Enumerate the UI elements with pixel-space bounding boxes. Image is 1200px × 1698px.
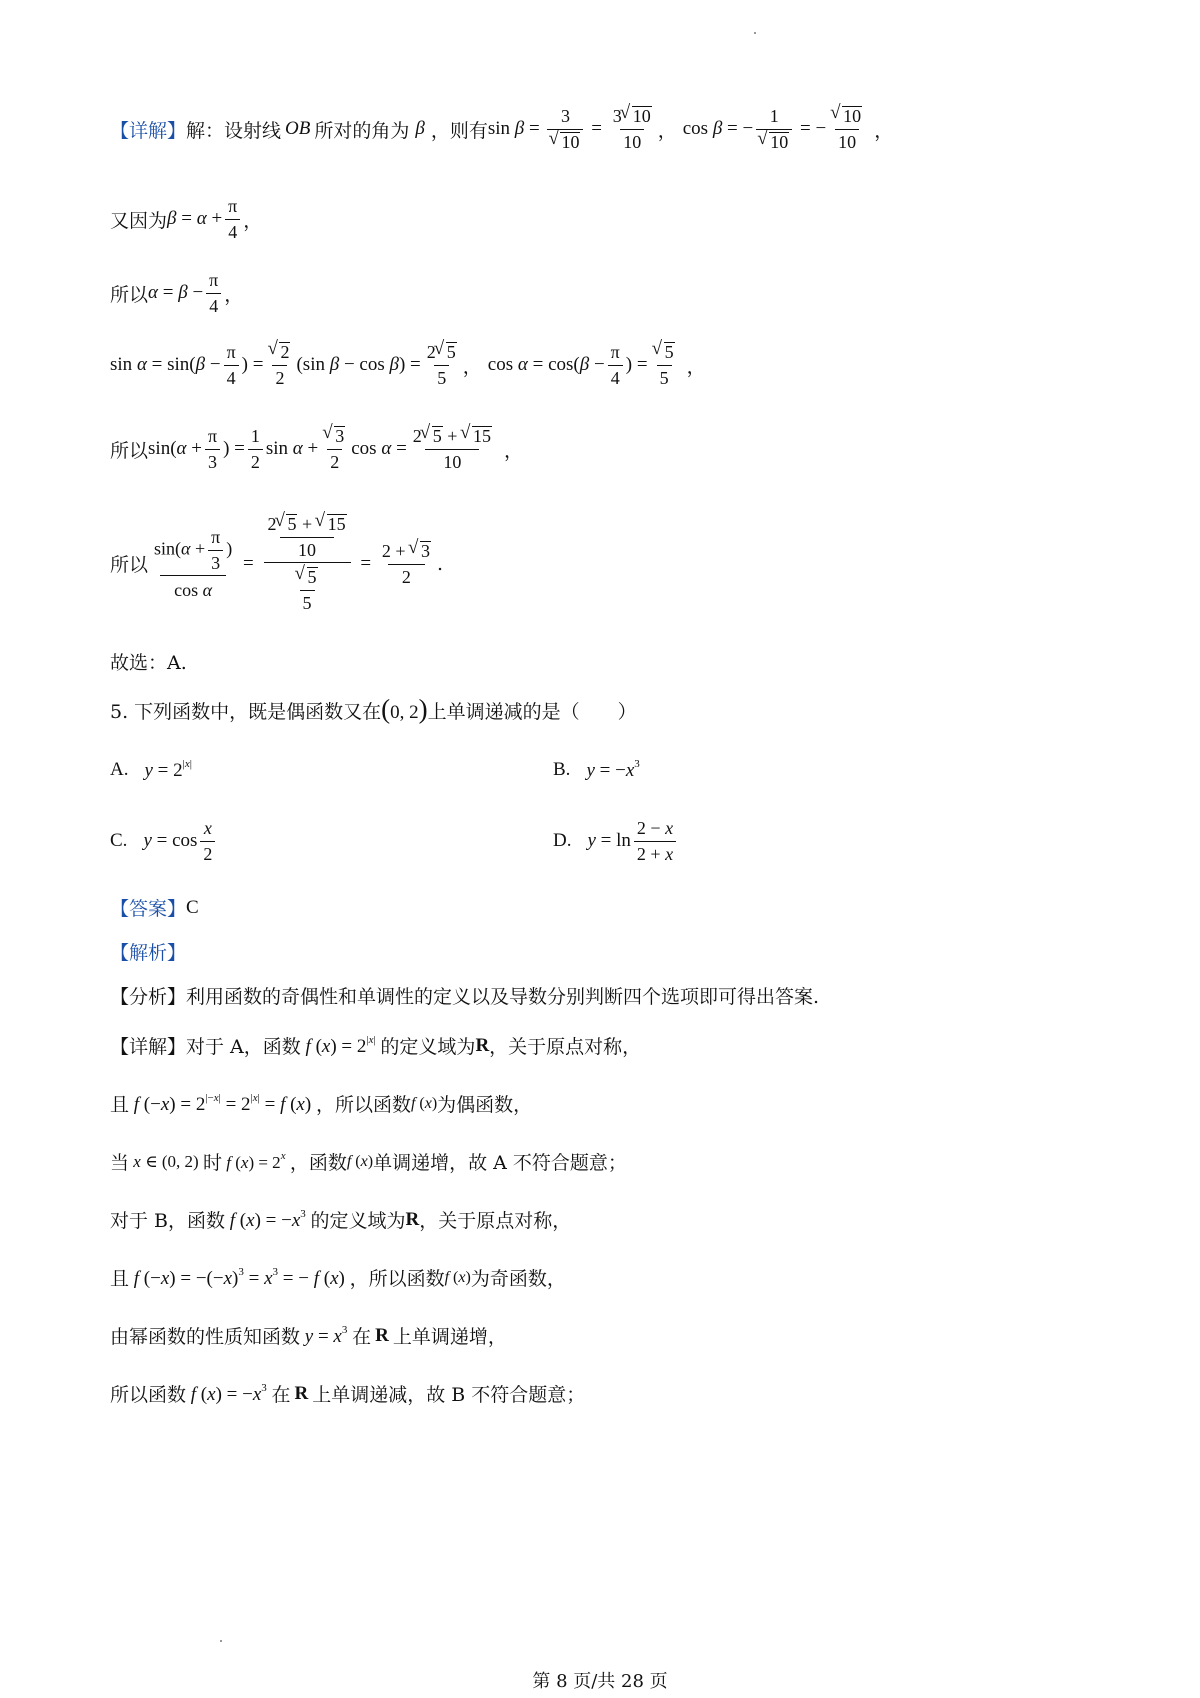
math: y = cos <box>143 830 198 852</box>
line-detail-2 <box>110 196 262 242</box>
xiangjie-line-7 <box>110 1380 585 1407</box>
line-detail-5 <box>110 426 523 472</box>
line-detail-1 <box>110 106 893 152</box>
fenxi-tag: 【分析】 <box>110 986 187 1008</box>
math: sin(α + <box>148 438 202 460</box>
analysis-heading <box>110 938 186 965</box>
xiangjie-tag: 【详解】 <box>110 1036 187 1058</box>
text: 的定义域为 <box>380 1036 476 1058</box>
math: sin α = sin(β − <box>110 354 221 376</box>
math: cos β = − <box>682 118 754 140</box>
line-detail-4 <box>110 342 706 388</box>
ray-ob: OB <box>285 118 311 140</box>
text: 对于 A，函数 <box>186 1036 301 1058</box>
answer-line <box>110 894 199 921</box>
option-c <box>110 818 218 864</box>
math: sin α + <box>265 438 319 460</box>
math: f $(x) = 2^x$ <box>226 1150 286 1172</box>
text: 所对的角为 <box>314 119 410 142</box>
math-fraction: √ $\frac{2}{2}$ <box>266 342 293 388</box>
xiangjie-line-2 <box>110 1090 532 1117</box>
text: 在 <box>271 1384 291 1406</box>
math: cos α = cos(β − <box>487 354 605 376</box>
math-fraction: $\frac{x}{2}$ <box>200 818 215 864</box>
fenxi-text: 利用函数的奇偶性和单调性的定义以及导数分别判断四个选项即可得出答案. <box>186 986 820 1008</box>
math-fraction: √ $\frac{5}{5}$ <box>651 342 678 388</box>
text: 故选：A. <box>110 652 187 674</box>
text: 上单调递减，故 B 不符合题意； <box>312 1384 586 1406</box>
math: y = ln <box>587 830 631 852</box>
math: $y = x^3$ <box>304 1323 348 1347</box>
math: (0, 2) <box>381 694 428 724</box>
option-label: B. <box>553 759 571 780</box>
math: ) = <box>625 354 648 376</box>
math-fraction: $\frac{\pi}{4}$ <box>206 270 221 316</box>
math-fraction: $\frac{2√ 5 + √ 15}{10}$ √ $\frac{5}{5}$ <box>261 514 352 614</box>
math: = <box>586 118 607 140</box>
math-R: R <box>294 1382 309 1404</box>
math-fraction: $\frac{\pi}{3}$ <box>205 426 220 472</box>
math-fraction: $\frac{3√ 10}{10}$ <box>610 106 655 152</box>
math-fraction: $\frac{\pi}{4}$ <box>608 342 623 388</box>
math-R: R <box>475 1034 490 1056</box>
choice-line <box>110 648 187 675</box>
text: ，则有 <box>430 119 488 142</box>
math-fraction: √ $\frac{3}{2}$ <box>321 426 348 472</box>
math: cos α = <box>351 438 407 460</box>
math: (sin β − cos β) = <box>296 354 421 376</box>
detail-tag: 【详解】 <box>110 119 187 142</box>
math: β <box>415 118 425 140</box>
text: 所以 <box>110 283 149 306</box>
math: = − <box>795 118 827 140</box>
question-5 <box>110 696 637 724</box>
question-text: 5. 下列函数中，既是偶函数又在 <box>110 700 382 723</box>
answer-value: C <box>186 896 199 918</box>
option-label: D. <box>553 830 572 852</box>
text: ，所以函数 <box>315 1094 411 1116</box>
scan-speck <box>220 1640 222 1642</box>
text: ，关于原点对称， <box>489 1036 642 1058</box>
xiangjie-line-5 <box>110 1264 566 1291</box>
math: f (x) <box>410 1094 438 1112</box>
scan-speck <box>754 32 756 34</box>
text: ，所以函数 <box>349 1268 445 1290</box>
xiangjie-line-6 <box>110 1322 507 1349</box>
math-fraction: $\frac{\pi}{4}$ <box>224 342 239 388</box>
math-fraction: $\frac{1}{2}$ <box>248 426 263 472</box>
math-fraction: $\frac{2 - x}{2 + x}$ <box>634 818 676 864</box>
math: f (x) <box>444 1268 471 1286</box>
math-fraction: 1 √ 10 <box>756 106 792 152</box>
text: 所以 <box>110 439 149 462</box>
line-detail-6 <box>110 514 443 614</box>
text: 时 <box>202 1152 222 1174</box>
math: = <box>238 552 259 574</box>
math-fraction: $\frac{\pi}{4}$ <box>225 196 240 242</box>
text: 且 <box>110 1094 130 1116</box>
text: 当 <box>110 1152 130 1174</box>
math: ， <box>462 355 488 378</box>
math: $y = -x^3$ <box>586 758 640 781</box>
text: 上单调递增， <box>392 1326 507 1348</box>
math: f $(-x) = 2^{|-x|} = 2^{|x|} = f$ (x) <box>133 1091 316 1115</box>
math-fraction: √ $\frac{10}{10}$ <box>829 106 865 152</box>
math: ， <box>680 355 706 378</box>
text: 又因为 <box>110 209 168 232</box>
math: ， <box>497 439 523 462</box>
text: 所以函数 <box>110 1384 187 1406</box>
xiangjie-line-4 <box>110 1206 571 1233</box>
math: ) = <box>241 354 264 376</box>
math: β = α + <box>167 208 223 230</box>
option-b <box>553 758 640 782</box>
option-d <box>553 818 679 864</box>
math: $y = 2^{|x|}$ <box>144 758 192 781</box>
math-fraction: $\frac{2√ 5 + √ 15}{10}$ <box>410 426 495 472</box>
xiangjie-line-1 <box>110 1032 641 1059</box>
option-label: A. <box>110 759 129 780</box>
text: 解：设射线 <box>186 119 282 142</box>
math: f $(x) = -x^3$ <box>190 1381 267 1405</box>
xiangjie-line-3 <box>110 1148 627 1175</box>
text: 为偶函数， <box>437 1094 533 1116</box>
math: f $(-x) = -(-x)^3 = x^3$ = − f (x) <box>133 1265 350 1289</box>
math-fraction: $\frac{2 + √ 3}{2}$ <box>379 541 434 587</box>
page-footer: 第 8 页/共 28 页 <box>532 1671 668 1692</box>
math: ， <box>243 209 263 232</box>
option-a <box>110 758 192 782</box>
text: 且 <box>110 1268 130 1290</box>
math: ， <box>224 283 244 306</box>
math: f $(x) = 2^{|x|}$ <box>305 1033 376 1057</box>
text: 的定义域为 <box>310 1210 406 1232</box>
math: sin β = <box>487 118 545 140</box>
answer-tag: 【答案】 <box>110 898 187 920</box>
text: ，关于原点对称， <box>419 1210 572 1232</box>
math: f (x) <box>346 1152 374 1170</box>
math: α = β − <box>148 282 204 304</box>
fenxi-line <box>110 982 819 1009</box>
text: ，函数 <box>289 1152 347 1174</box>
math: x ∈ (0, 2) <box>133 1151 203 1171</box>
math-fraction: sin(α + $\frac{\pi}{3}$ ) cos α <box>154 526 233 601</box>
text: 所以 <box>110 554 149 577</box>
math: ) = <box>223 438 245 460</box>
math-R: R <box>375 1324 389 1346</box>
question-text: 上单调递减的是（ ） <box>427 700 637 723</box>
math: = <box>355 552 376 574</box>
analysis-tag: 【解析】 <box>110 942 187 964</box>
math-R: R <box>405 1208 420 1230</box>
text: 在 <box>352 1326 372 1348</box>
option-label: C. <box>110 830 128 852</box>
math-fraction: 3 √ 10 <box>547 106 583 152</box>
math: f $(x) = -x^3$ <box>229 1207 306 1231</box>
text: 对于 B，函数 <box>110 1210 226 1232</box>
math: ， <box>868 119 894 142</box>
math: ， <box>657 119 683 142</box>
text: 由幂函数的性质知函数 <box>110 1326 301 1348</box>
math-fraction: $\frac{2√ 5}{5}$ <box>424 342 460 388</box>
line-detail-3 <box>110 270 243 316</box>
text: 单调递增，故 A 不符合题意； <box>373 1152 627 1174</box>
math: . <box>436 552 444 575</box>
text: 为奇函数， <box>470 1268 566 1290</box>
